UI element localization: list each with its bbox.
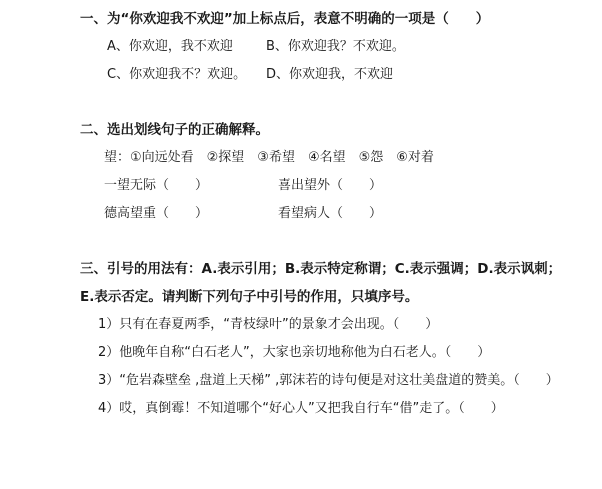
question-1-option-d: D、你欢迎我，不欢迎 xyxy=(266,67,394,82)
question-2-item: 看望病人（ ） xyxy=(278,206,383,221)
question-2-title: 二、选出划线句子的正确解释。 xyxy=(80,122,269,138)
question-2-item: 一望无际（ ） xyxy=(104,178,209,193)
question-1-option-a: A、你欢迎，我不欢迎 xyxy=(107,39,233,54)
question-2-item: 喜出望外（ ） xyxy=(278,178,383,193)
question-3-item: 1）只有在春夏两季，“青枝绿叶”的景象才会出现。（ ） xyxy=(98,317,439,332)
question-2-item: 德高望重（ ） xyxy=(104,206,209,221)
question-1-title: 一、为“你欢迎我不欢迎”加上标点后，表意不明确的一项是（ ） xyxy=(80,11,490,27)
question-2-definitions: 望：①向远处看 ②探望 ③希望 ④名望 ⑤怨 ⑥对着 xyxy=(104,150,434,165)
question-1-option-c: C、你欢迎我不？欢迎。 xyxy=(107,67,247,82)
question-3-item: 3）“危岩森壁垒 ,盘道上天梯” ,郭沫若的诗句便是对这壮美盘道的赞美。（ ） xyxy=(98,373,559,388)
question-3-item: 2）他晚年自称“白石老人”，大家也亲切地称他为白石老人。（ ） xyxy=(98,345,491,360)
question-3-title-line-1: 三、引号的用法有：A.表示引用；B.表示特定称谓；C.表示强调；D.表示讽刺； xyxy=(80,261,562,277)
question-3-item: 4）哎，真倒霉！不知道哪个“好心人”又把我自行车“借”走了。（ ） xyxy=(98,401,504,416)
question-1-option-b: B、你欢迎我？不欢迎。 xyxy=(266,39,405,54)
question-3-title-line-2: E.表示否定。请判断下列句子中引号的作用，只填序号。 xyxy=(80,289,419,305)
